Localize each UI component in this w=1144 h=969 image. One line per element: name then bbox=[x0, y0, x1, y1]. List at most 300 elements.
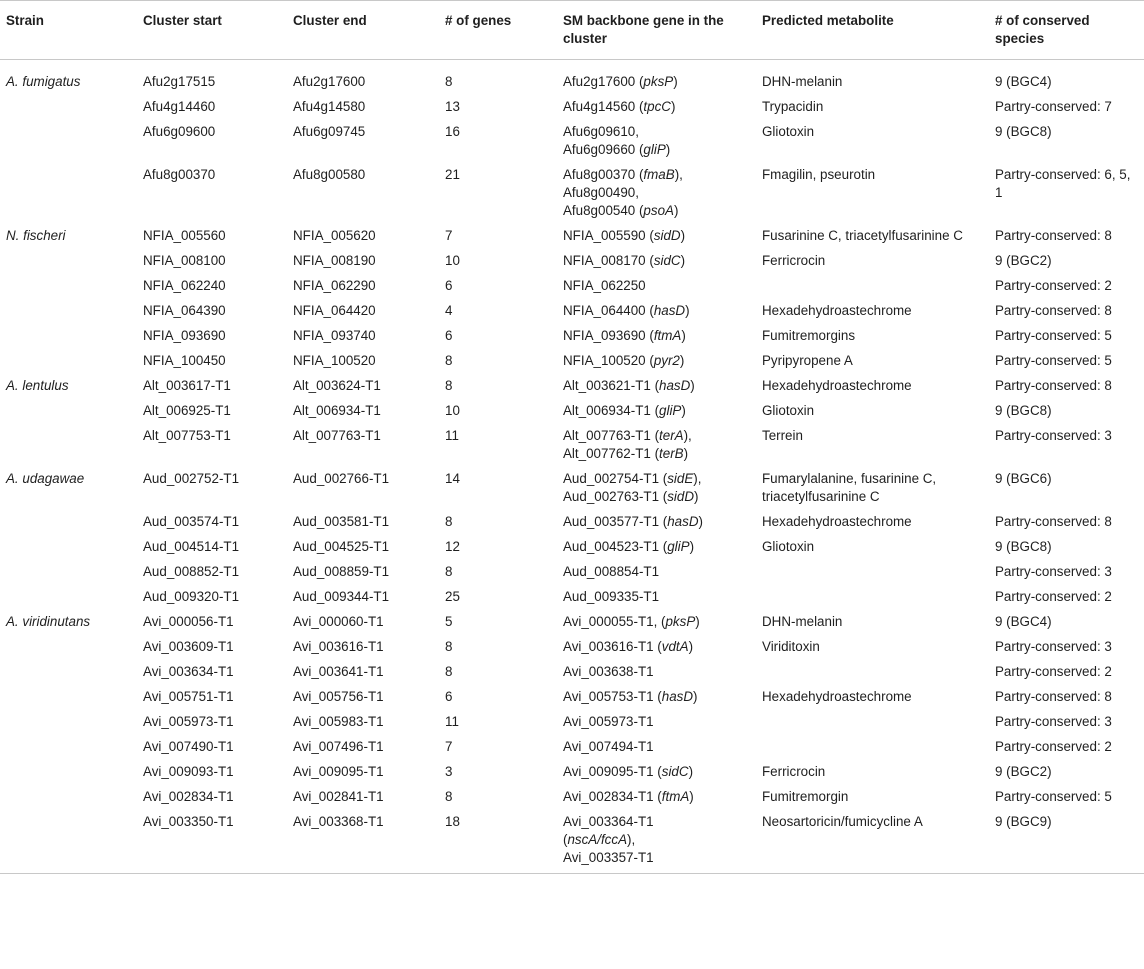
cell-predicted-metabolite: DHN-melanin bbox=[762, 74, 843, 89]
header-backbone-gene: SM backbone gene in the cluster bbox=[563, 13, 724, 46]
cell-backbone-gene bbox=[557, 60, 756, 96]
cell-cluster-end: NFIA_005620 bbox=[293, 228, 376, 243]
cell-strain bbox=[0, 324, 137, 349]
cell-cluster-end: Aud_002766-T1 bbox=[293, 471, 390, 486]
cell-predicted-metabolite: Terrein bbox=[762, 428, 803, 443]
gene-symbol: pksP bbox=[665, 614, 696, 629]
cell-cluster-end: Aud_008859-T1 bbox=[293, 564, 390, 579]
cell-backbone-gene bbox=[557, 299, 756, 324]
gene-id-text: Aud_002763-T1 ( bbox=[563, 489, 668, 504]
cell-conserved-species: Partry-conserved: 3 bbox=[995, 428, 1112, 443]
cell-conserved-species: Partry-conserved: 6, 5, 1 bbox=[995, 167, 1131, 200]
gene-id-text: ), bbox=[693, 471, 702, 486]
gene-id-text: Alt_006934-T1 ( bbox=[563, 403, 660, 418]
cell-strain bbox=[0, 120, 137, 163]
cell-num-genes: 4 bbox=[445, 303, 453, 318]
cell-strain: A. fumigatus bbox=[6, 74, 81, 89]
cell-cluster-start: NFIA_008100 bbox=[143, 253, 226, 268]
cell-backbone-gene bbox=[557, 120, 756, 163]
gene-id-text: ) bbox=[665, 142, 671, 157]
cell-predicted-metabolite bbox=[756, 274, 989, 299]
cell-conserved-species: 9 (BGC6) bbox=[995, 471, 1052, 486]
gene-id-text: ) bbox=[670, 99, 676, 114]
cell-cluster-end: NFIA_093740 bbox=[293, 328, 376, 343]
cell-backbone-gene bbox=[557, 785, 756, 810]
cell-num-genes: 6 bbox=[445, 278, 453, 293]
cell-cluster-start: Avi_003609-T1 bbox=[143, 639, 234, 654]
gene-id-text: ) bbox=[688, 764, 694, 779]
cell-cluster-end: Afu4g14580 bbox=[293, 99, 366, 114]
cell-cluster-end: Alt_003624-T1 bbox=[293, 378, 381, 393]
cell-strain bbox=[0, 399, 137, 424]
cell-predicted-metabolite: Neosartoricin/fumicycline A bbox=[762, 814, 923, 829]
gene-symbol: sidC bbox=[653, 253, 681, 268]
cell-num-genes: 8 bbox=[445, 789, 453, 804]
cell-conserved-species: Partry-conserved: 3 bbox=[995, 714, 1112, 729]
gene-id-text: Avi_003616-T1 ( bbox=[563, 639, 662, 654]
gene-id-text: Alt_007762-T1 ( bbox=[563, 446, 660, 461]
cell-cluster-end: Avi_003368-T1 bbox=[293, 814, 384, 829]
gene-id-text: ) bbox=[685, 303, 690, 318]
gene-symbol: gliP bbox=[643, 142, 666, 157]
gene-symbol: ftmA bbox=[661, 789, 690, 804]
gene-id-text: ), bbox=[674, 167, 683, 182]
gene-id-text: NFIA_093690 ( bbox=[563, 328, 654, 343]
gene-id-text: ) bbox=[689, 539, 695, 554]
gene-id-text: ) bbox=[680, 228, 686, 243]
cell-predicted-metabolite bbox=[756, 560, 989, 585]
gene-id-text: Afu8g00370 ( bbox=[563, 167, 644, 182]
cell-cluster-start: Avi_002834-T1 bbox=[143, 789, 234, 804]
gene-id-text: Afu6g09610, bbox=[563, 124, 639, 139]
cell-backbone-gene bbox=[557, 224, 756, 249]
cell-cluster-end: Avi_009095-T1 bbox=[293, 764, 384, 779]
cell-predicted-metabolite: Hexadehydroastechrome bbox=[762, 378, 912, 393]
gene-symbol: tpcC bbox=[643, 99, 671, 114]
cell-predicted-metabolite: Trypacidin bbox=[762, 99, 824, 114]
cell-strain bbox=[0, 424, 137, 467]
cell-num-genes: 12 bbox=[445, 539, 460, 554]
header-row bbox=[0, 1, 1144, 60]
gene-symbol: hasD bbox=[667, 514, 699, 529]
gene-id-text: ) bbox=[695, 614, 700, 629]
gene-id-text: Afu8g00490, bbox=[563, 185, 639, 200]
gene-id-text: Aud_004523-T1 ( bbox=[563, 539, 668, 554]
gene-id-text: ) bbox=[673, 74, 678, 89]
cell-predicted-metabolite: Gliotoxin bbox=[762, 124, 815, 139]
cell-strain bbox=[0, 249, 137, 274]
table-row bbox=[0, 810, 1144, 874]
gene-symbol: sidD bbox=[667, 489, 695, 504]
gene-id-text: Afu4g14560 ( bbox=[563, 99, 644, 114]
table-row bbox=[0, 249, 1144, 274]
gene-id-text: Aud_003577-T1 ( bbox=[563, 514, 668, 529]
header-cluster-end: Cluster end bbox=[293, 13, 367, 28]
gene-id-text: NFIA_064400 ( bbox=[563, 303, 654, 318]
table-row bbox=[0, 399, 1144, 424]
gene-id-text: Afu8g00540 ( bbox=[563, 203, 644, 218]
cell-backbone-gene bbox=[557, 560, 756, 585]
cell-conserved-species: Partry-conserved: 7 bbox=[995, 99, 1112, 114]
cell-predicted-metabolite: Hexadehydroastechrome bbox=[762, 689, 912, 704]
cell-strain: N. fischeri bbox=[6, 228, 66, 243]
cell-cluster-end: Aud_009344-T1 bbox=[293, 589, 390, 604]
cell-strain bbox=[0, 349, 137, 374]
cell-cluster-end: Avi_002841-T1 bbox=[293, 789, 384, 804]
gene-symbol: ftmA bbox=[653, 328, 682, 343]
cell-cluster-start: Alt_003617-T1 bbox=[143, 378, 231, 393]
gene-id-text: NFIA_062250 bbox=[563, 278, 646, 293]
cell-conserved-species: Partry-conserved: 8 bbox=[995, 689, 1112, 704]
cell-conserved-species: Partry-conserved: 8 bbox=[995, 303, 1112, 318]
gene-id-text: Aud_002754-T1 ( bbox=[563, 471, 668, 486]
cell-predicted-metabolite: Fmagilin, pseurotin bbox=[762, 167, 876, 182]
gene-id-text: ) bbox=[693, 689, 698, 704]
cell-cluster-end: NFIA_064420 bbox=[293, 303, 376, 318]
cell-num-genes: 18 bbox=[445, 814, 460, 829]
table-row bbox=[0, 685, 1144, 710]
table-row bbox=[0, 60, 1144, 96]
cell-cluster-start: Aud_009320-T1 bbox=[143, 589, 240, 604]
gene-id-text: Avi_007494-T1 bbox=[563, 739, 654, 754]
cell-predicted-metabolite: Hexadehydroastechrome bbox=[762, 514, 912, 529]
gene-symbol: sidD bbox=[653, 228, 681, 243]
cell-cluster-start: Avi_005751-T1 bbox=[143, 689, 234, 704]
gene-symbol: nscA/fccA bbox=[567, 832, 628, 847]
cell-cluster-start: Aud_003574-T1 bbox=[143, 514, 240, 529]
gene-id-text: Avi_003638-T1 bbox=[563, 664, 654, 679]
gene-id-text: Avi_003364-T1 bbox=[563, 814, 654, 829]
cell-strain bbox=[0, 535, 137, 560]
cell-predicted-metabolite: Gliotoxin bbox=[762, 403, 815, 418]
table-body bbox=[0, 60, 1144, 874]
cell-num-genes: 7 bbox=[445, 228, 453, 243]
cell-backbone-gene bbox=[557, 610, 756, 635]
cell-conserved-species: 9 (BGC4) bbox=[995, 614, 1052, 629]
cell-strain bbox=[0, 735, 137, 760]
cell-strain: A. udagawae bbox=[6, 471, 85, 486]
cell-backbone-gene bbox=[557, 249, 756, 274]
cell-conserved-species: Partry-conserved: 2 bbox=[995, 589, 1112, 604]
gene-id-text: ) bbox=[679, 353, 685, 368]
cell-num-genes: 16 bbox=[445, 124, 460, 139]
cell-predicted-metabolite bbox=[756, 710, 989, 735]
cell-cluster-end: Avi_000060-T1 bbox=[293, 614, 384, 629]
cell-predicted-metabolite bbox=[756, 735, 989, 760]
table-row bbox=[0, 274, 1144, 299]
header-strain: Strain bbox=[6, 13, 44, 28]
cell-strain bbox=[0, 810, 137, 874]
gene-symbol: hasD bbox=[659, 378, 691, 393]
cell-conserved-species: 9 (BGC2) bbox=[995, 253, 1052, 268]
gene-id-text: Afu2g17600 ( bbox=[563, 74, 644, 89]
gene-symbol: hasD bbox=[661, 689, 694, 704]
cell-predicted-metabolite: Viriditoxin bbox=[762, 639, 820, 654]
cell-num-genes: 14 bbox=[445, 471, 460, 486]
table-row bbox=[0, 424, 1144, 467]
cell-strain bbox=[0, 560, 137, 585]
cell-predicted-metabolite bbox=[756, 585, 989, 610]
table-row bbox=[0, 324, 1144, 349]
cell-predicted-metabolite: DHN-melanin bbox=[762, 614, 843, 629]
cell-conserved-species: Partry-conserved: 8 bbox=[995, 514, 1112, 529]
cell-strain bbox=[0, 510, 137, 535]
cell-num-genes: 3 bbox=[445, 764, 453, 779]
cell-backbone-gene bbox=[557, 685, 756, 710]
cell-conserved-species: Partry-conserved: 5 bbox=[995, 353, 1112, 368]
table-row bbox=[0, 560, 1144, 585]
cell-cluster-end: Afu8g00580 bbox=[293, 167, 366, 182]
table-header bbox=[0, 1, 1144, 60]
cell-conserved-species: Partry-conserved: 2 bbox=[995, 739, 1112, 754]
cell-backbone-gene bbox=[557, 585, 756, 610]
cell-backbone-gene bbox=[557, 424, 756, 467]
gene-symbol: vdtA bbox=[661, 639, 689, 654]
cell-num-genes: 8 bbox=[445, 639, 453, 654]
table-row bbox=[0, 760, 1144, 785]
gene-id-text: NFIA_008170 ( bbox=[563, 253, 654, 268]
cell-num-genes: 25 bbox=[445, 589, 460, 604]
cell-strain bbox=[0, 760, 137, 785]
table-row bbox=[0, 467, 1144, 510]
table-row bbox=[0, 120, 1144, 163]
cell-cluster-end: Aud_004525-T1 bbox=[293, 539, 390, 554]
cell-strain bbox=[0, 660, 137, 685]
cell-predicted-metabolite: Ferricrocin bbox=[762, 253, 826, 268]
cell-num-genes: 10 bbox=[445, 403, 460, 418]
cell-conserved-species: Partry-conserved: 3 bbox=[995, 564, 1112, 579]
table-row bbox=[0, 224, 1144, 249]
cell-cluster-start: Avi_005973-T1 bbox=[143, 714, 234, 729]
gene-id-text: ) bbox=[680, 253, 686, 268]
cell-backbone-gene bbox=[557, 710, 756, 735]
cell-predicted-metabolite: Fumitremorgins bbox=[762, 328, 856, 343]
cell-num-genes: 8 bbox=[445, 664, 453, 679]
table-row bbox=[0, 585, 1144, 610]
cell-num-genes: 8 bbox=[445, 378, 453, 393]
cell-conserved-species: 9 (BGC8) bbox=[995, 539, 1052, 554]
cell-cluster-end: Avi_005983-T1 bbox=[293, 714, 384, 729]
table-row bbox=[0, 163, 1144, 224]
gene-id-text: ) bbox=[690, 378, 695, 393]
gene-symbol: terB bbox=[659, 446, 684, 461]
cell-cluster-start: Aud_004514-T1 bbox=[143, 539, 240, 554]
cell-num-genes: 11 bbox=[445, 428, 459, 443]
gene-id-text: ) bbox=[694, 489, 699, 504]
table-row bbox=[0, 349, 1144, 374]
cell-cluster-end: NFIA_008190 bbox=[293, 253, 376, 268]
table-row bbox=[0, 660, 1144, 685]
cell-cluster-end: Alt_007763-T1 bbox=[293, 428, 381, 443]
header-num-genes: # of genes bbox=[445, 13, 512, 28]
cell-strain bbox=[0, 274, 137, 299]
cell-backbone-gene bbox=[557, 810, 756, 874]
cell-predicted-metabolite: Gliotoxin bbox=[762, 539, 815, 554]
cell-num-genes: 5 bbox=[445, 614, 453, 629]
cell-conserved-species: Partry-conserved: 3 bbox=[995, 639, 1112, 654]
cell-cluster-start: Alt_006925-T1 bbox=[143, 403, 231, 418]
cell-strain bbox=[0, 299, 137, 324]
gene-id-text: Afu6g09660 ( bbox=[563, 142, 644, 157]
cell-num-genes: 6 bbox=[445, 689, 453, 704]
cell-strain: A. viridinutans bbox=[6, 614, 91, 629]
table-row bbox=[0, 635, 1144, 660]
cell-num-genes: 8 bbox=[445, 514, 453, 529]
gene-id-text: ) bbox=[681, 328, 686, 343]
cell-num-genes: 7 bbox=[445, 739, 453, 754]
cell-cluster-start: NFIA_093690 bbox=[143, 328, 226, 343]
cell-cluster-start: NFIA_100450 bbox=[143, 353, 226, 368]
cell-num-genes: 10 bbox=[445, 253, 460, 268]
header-cluster-start: Cluster start bbox=[143, 13, 222, 28]
gene-symbol: gliP bbox=[659, 403, 682, 418]
cell-predicted-metabolite: Fumitremorgin bbox=[762, 789, 849, 804]
cell-backbone-gene bbox=[557, 760, 756, 785]
cell-backbone-gene bbox=[557, 510, 756, 535]
gene-symbol: sidC bbox=[661, 764, 689, 779]
cell-cluster-start: Alt_007753-T1 bbox=[143, 428, 231, 443]
gene-id-text: ) bbox=[681, 403, 686, 418]
cell-backbone-gene bbox=[557, 535, 756, 560]
cell-cluster-start: NFIA_005560 bbox=[143, 228, 226, 243]
gene-id-text: ), bbox=[683, 428, 692, 443]
cell-cluster-start: Avi_007490-T1 bbox=[143, 739, 234, 754]
gene-id-text: NFIA_100520 ( bbox=[563, 353, 654, 368]
cell-strain: A. lentulus bbox=[6, 378, 69, 393]
cell-cluster-end: Aud_003581-T1 bbox=[293, 514, 390, 529]
cell-num-genes: 8 bbox=[445, 564, 453, 579]
gene-id-text: ) bbox=[683, 446, 689, 461]
cell-predicted-metabolite: Hexadehydroastechrome bbox=[762, 303, 912, 318]
table-row bbox=[0, 374, 1144, 399]
cell-num-genes: 11 bbox=[445, 714, 459, 729]
cell-backbone-gene bbox=[557, 660, 756, 685]
cell-strain bbox=[0, 95, 137, 120]
gene-symbol: terA bbox=[659, 428, 684, 443]
cell-conserved-species: 9 (BGC9) bbox=[995, 814, 1052, 829]
gene-symbol: fmaB bbox=[643, 167, 675, 182]
cell-conserved-species: 9 (BGC2) bbox=[995, 764, 1052, 779]
gene-id-text: Avi_005973-T1 bbox=[563, 714, 654, 729]
gene-id-text: NFIA_005590 ( bbox=[563, 228, 654, 243]
header-conserved-species: # of conserved species bbox=[995, 13, 1090, 46]
gene-id-text: Avi_003357-T1 bbox=[563, 850, 654, 865]
cell-conserved-species: Partry-conserved: 8 bbox=[995, 228, 1112, 243]
cell-cluster-start: Avi_009093-T1 bbox=[143, 764, 234, 779]
gene-id-text: Avi_009095-T1 ( bbox=[563, 764, 662, 779]
cell-backbone-gene bbox=[557, 399, 756, 424]
cell-cluster-start: Afu4g14460 bbox=[143, 99, 216, 114]
cell-conserved-species: 9 (BGC8) bbox=[995, 403, 1052, 418]
gene-symbol: pksP bbox=[643, 74, 674, 89]
gene-id-text: ) bbox=[688, 639, 694, 654]
table-row bbox=[0, 95, 1144, 120]
cell-cluster-start: Aud_002752-T1 bbox=[143, 471, 240, 486]
cell-cluster-end: Afu6g09745 bbox=[293, 124, 366, 139]
cell-strain bbox=[0, 585, 137, 610]
table-row bbox=[0, 535, 1144, 560]
cell-backbone-gene bbox=[557, 349, 756, 374]
cell-backbone-gene bbox=[557, 324, 756, 349]
cell-strain bbox=[0, 710, 137, 735]
cell-backbone-gene bbox=[557, 95, 756, 120]
cell-cluster-end: Alt_006934-T1 bbox=[293, 403, 381, 418]
gene-id-text: Avi_002834-T1 ( bbox=[563, 789, 662, 804]
cell-cluster-end: Avi_005756-T1 bbox=[293, 689, 384, 704]
gene-id-text: Alt_003621-T1 ( bbox=[563, 378, 660, 393]
cell-backbone-gene bbox=[557, 163, 756, 224]
cell-conserved-species: Partry-conserved: 2 bbox=[995, 278, 1112, 293]
cell-strain bbox=[0, 785, 137, 810]
cell-predicted-metabolite: Fumarylalanine, fusarinine C, triacetylfusarinine C bbox=[762, 471, 937, 504]
cell-cluster-end: Avi_003641-T1 bbox=[293, 664, 384, 679]
cell-predicted-metabolite: Ferricrocin bbox=[762, 764, 826, 779]
cell-conserved-species: 9 (BGC8) bbox=[995, 124, 1052, 139]
table-row bbox=[0, 299, 1144, 324]
cell-conserved-species: Partry-conserved: 2 bbox=[995, 664, 1112, 679]
cell-cluster-start: Afu6g09600 bbox=[143, 124, 216, 139]
cell-cluster-end: Afu2g17600 bbox=[293, 74, 366, 89]
gene-id-text: ) bbox=[698, 514, 703, 529]
gene-symbol: pyr2 bbox=[653, 353, 680, 368]
cell-backbone-gene bbox=[557, 374, 756, 399]
cell-cluster-start: Aud_008852-T1 bbox=[143, 564, 240, 579]
cell-cluster-start: NFIA_064390 bbox=[143, 303, 226, 318]
table-row bbox=[0, 785, 1144, 810]
cell-strain bbox=[0, 685, 137, 710]
cell-cluster-start: Afu8g00370 bbox=[143, 167, 216, 182]
gene-symbol: psoA bbox=[643, 203, 674, 218]
gene-symbol: sidE bbox=[667, 471, 694, 486]
gene-symbol: gliP bbox=[667, 539, 690, 554]
cell-num-genes: 13 bbox=[445, 99, 460, 114]
gene-symbol: hasD bbox=[653, 303, 686, 318]
cell-num-genes: 8 bbox=[445, 74, 453, 89]
gene-id-text: Alt_007763-T1 ( bbox=[563, 428, 660, 443]
table-row bbox=[0, 610, 1144, 635]
cell-cluster-start: Avi_003350-T1 bbox=[143, 814, 234, 829]
cell-cluster-end: NFIA_062290 bbox=[293, 278, 376, 293]
cell-backbone-gene bbox=[557, 635, 756, 660]
cell-num-genes: 21 bbox=[445, 167, 460, 182]
cell-predicted-metabolite: Pyripyropene A bbox=[762, 353, 853, 368]
cell-cluster-end: NFIA_100520 bbox=[293, 353, 376, 368]
gene-id-text: Aud_009335-T1 bbox=[563, 589, 660, 604]
cell-cluster-start: Afu2g17515 bbox=[143, 74, 216, 89]
table-row bbox=[0, 510, 1144, 535]
table-row bbox=[0, 735, 1144, 760]
gene-id-text: ( bbox=[563, 832, 568, 847]
cell-cluster-start: Avi_000056-T1 bbox=[143, 614, 234, 629]
table-row bbox=[0, 710, 1144, 735]
cell-predicted-metabolite: Fusarinine C, triacetylfusarinine C bbox=[762, 228, 963, 243]
cell-conserved-species: Partry-conserved: 5 bbox=[995, 328, 1112, 343]
gene-id-text: Avi_005753-T1 ( bbox=[563, 689, 662, 704]
cell-cluster-end: Avi_007496-T1 bbox=[293, 739, 384, 754]
cell-conserved-species: Partry-conserved: 5 bbox=[995, 789, 1112, 804]
cell-num-genes: 6 bbox=[445, 328, 453, 343]
cell-cluster-end: Avi_003616-T1 bbox=[293, 639, 384, 654]
gene-id-text: ) bbox=[673, 203, 679, 218]
gene-id-text: ) bbox=[689, 789, 694, 804]
cell-backbone-gene bbox=[557, 735, 756, 760]
cell-conserved-species: Partry-conserved: 8 bbox=[995, 378, 1112, 393]
cell-strain bbox=[0, 635, 137, 660]
cell-num-genes: 8 bbox=[445, 353, 453, 368]
cell-predicted-metabolite bbox=[756, 660, 989, 685]
cell-conserved-species: 9 (BGC4) bbox=[995, 74, 1052, 89]
cell-strain bbox=[0, 163, 137, 224]
